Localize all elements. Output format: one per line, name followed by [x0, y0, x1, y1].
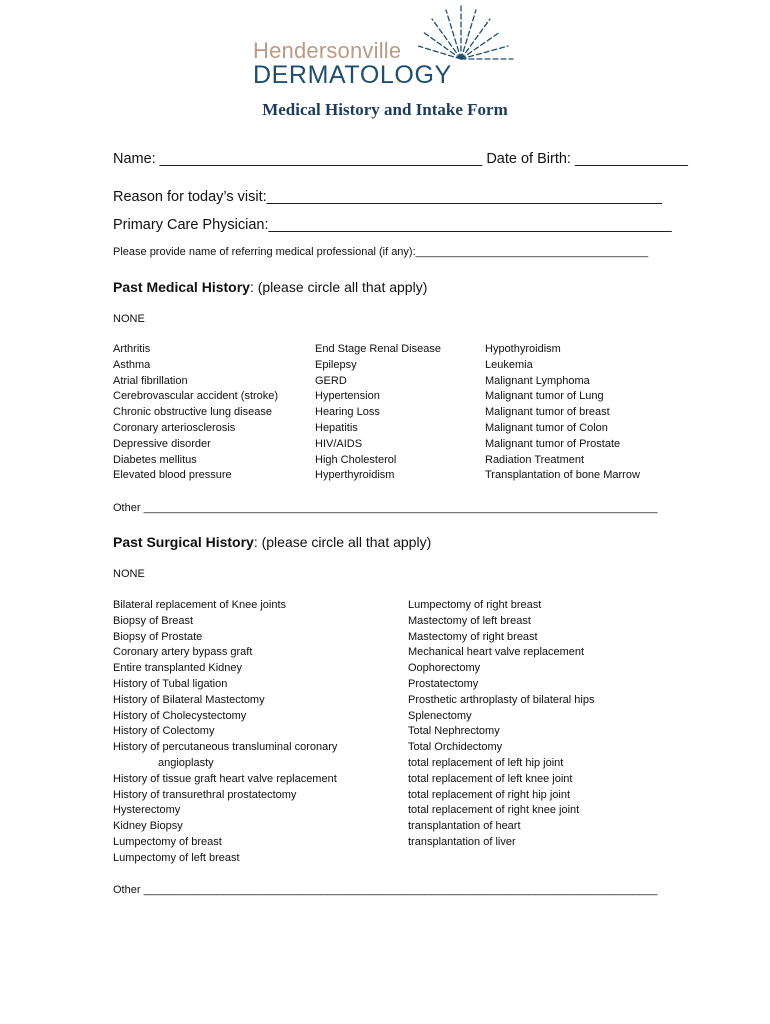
- surgical-item-continuation[interactable]: angioplasty: [158, 756, 214, 769]
- surgical-item[interactable]: total replacement of right hip joint: [408, 788, 571, 801]
- medical-item[interactable]: Hepatitis: [315, 421, 358, 434]
- medical-item[interactable]: Malignant tumor of Colon: [485, 421, 608, 434]
- medical-item[interactable]: Epilepsy: [315, 358, 357, 371]
- surgical-item[interactable]: Prostatectomy: [408, 677, 479, 690]
- surgical-item[interactable]: Mastectomy of right breast: [408, 630, 538, 643]
- surgical-item[interactable]: History of transurethral prostatectomy: [113, 788, 297, 801]
- surgical-other-field[interactable]: Other ____________________________________________________________________________________: [113, 884, 658, 896]
- medical-history-heading: [113, 279, 427, 295]
- surgical-col1: [113, 598, 337, 867]
- medical-none-option[interactable]: NONE: [113, 313, 145, 325]
- surgical-history-heading: [113, 534, 431, 550]
- surgical-item[interactable]: History of Bilateral Mastectomy: [113, 693, 265, 706]
- surgical-col2: [408, 598, 594, 851]
- surgical-item[interactable]: total replacement of left knee joint: [408, 772, 573, 785]
- medical-col1: [113, 342, 278, 484]
- medical-col2: [315, 342, 441, 484]
- logo-line2: DERMATOLOGY: [253, 61, 452, 89]
- medical-item[interactable]: Malignant Lymphoma: [485, 374, 590, 387]
- medical-item[interactable]: Leukemia: [485, 358, 533, 371]
- surgical-item[interactable]: Mechanical heart valve replacement: [408, 646, 585, 659]
- surgical-item[interactable]: History of Tubal ligation: [113, 677, 228, 690]
- surgical-item[interactable]: Biopsy of Prostate: [113, 630, 203, 643]
- referring-field[interactable]: Please provide name of referring medical professional (if any):______________________________________: [113, 246, 649, 258]
- logo-line1: Hendersonville: [253, 38, 402, 63]
- surgical-item[interactable]: Total Nephrectomy: [408, 725, 500, 738]
- surgical-heading-bold: Past Surgical History: [113, 534, 254, 550]
- medical-item[interactable]: Malignant tumor of breast: [485, 406, 610, 419]
- logo: [250, 4, 520, 88]
- medical-col3: [485, 342, 640, 484]
- medical-item[interactable]: GERD: [315, 374, 347, 387]
- surgical-item[interactable]: History of percutaneous transluminal coronary: [113, 741, 338, 754]
- surgical-item[interactable]: Lumpectomy of breast: [113, 835, 222, 848]
- medical-item[interactable]: Hearing Loss: [315, 406, 380, 419]
- surgical-item[interactable]: Entire transplanted Kidney: [113, 662, 243, 675]
- medical-item[interactable]: Arthritis: [113, 343, 151, 355]
- medical-heading-bold: Past Medical History: [113, 279, 250, 295]
- surgical-item[interactable]: Lumpectomy of left breast: [113, 851, 240, 864]
- surgical-item[interactable]: Hysterectomy: [113, 804, 181, 817]
- surgical-item[interactable]: Lumpectomy of right breast: [408, 599, 542, 611]
- medical-item[interactable]: Hyperthyroidism: [315, 469, 395, 482]
- medical-item[interactable]: Malignant tumor of Lung: [485, 390, 604, 403]
- surgical-item[interactable]: Splenectomy: [408, 709, 472, 722]
- surgical-item[interactable]: Total Orchidectomy: [408, 741, 503, 754]
- reason-field[interactable]: Reason for today’s visit:_________________________________________________: [113, 189, 662, 205]
- form-title: Medical History and Intake Form: [262, 100, 508, 119]
- surgical-item[interactable]: total replacement of left hip joint: [408, 756, 564, 769]
- medical-item[interactable]: Hypothyroidism: [485, 343, 561, 355]
- medical-item[interactable]: Cerebrovascular accident (stroke): [113, 390, 279, 403]
- medical-item[interactable]: High Cholesterol: [315, 453, 397, 466]
- medical-heading-rest: : (please circle all that apply): [249, 279, 428, 295]
- surgical-item[interactable]: History of Cholecystectomy: [113, 709, 247, 722]
- surgical-none-option[interactable]: NONE: [113, 568, 145, 580]
- surgical-item[interactable]: total replacement of right knee joint: [408, 804, 580, 817]
- medical-item[interactable]: Malignant tumor of Prostate: [485, 437, 621, 450]
- medical-item[interactable]: Hypertension: [315, 390, 380, 403]
- medical-item[interactable]: HIV/AIDS: [315, 437, 363, 450]
- sunburst-icon: [418, 4, 518, 66]
- medical-item[interactable]: End Stage Renal Disease: [315, 343, 441, 355]
- medical-item[interactable]: Depressive disorder: [113, 437, 211, 450]
- surgical-heading-rest: : (please circle all that apply): [253, 534, 432, 550]
- medical-item[interactable]: Diabetes mellitus: [113, 453, 197, 466]
- surgical-item[interactable]: History of tissue graft heart valve replacement: [113, 772, 337, 785]
- pcp-field[interactable]: Primary Care Physician:__________________________________________________: [113, 217, 672, 233]
- medical-item[interactable]: Elevated blood pressure: [113, 469, 232, 482]
- medical-item[interactable]: Coronary arteriosclerosis: [113, 421, 236, 434]
- surgical-item[interactable]: Mastectomy of left breast: [408, 614, 531, 627]
- medical-item[interactable]: Chronic obstructive lung disease: [113, 406, 272, 419]
- medical-item[interactable]: Atrial fibrillation: [113, 374, 188, 387]
- surgical-item[interactable]: Bilateral replacement of Knee joints: [113, 599, 287, 611]
- surgical-item[interactable]: Oophorectomy: [408, 662, 481, 675]
- surgical-item[interactable]: Prosthetic arthroplasty of bilateral hips: [408, 693, 595, 706]
- surgical-item[interactable]: transplantation of heart: [408, 820, 521, 833]
- medical-item[interactable]: Transplantation of bone Marrow: [485, 469, 640, 482]
- surgical-item[interactable]: Biopsy of Breast: [113, 614, 194, 627]
- name-dob-field[interactable]: Name: ________________________________________ Date of Birth: ______________: [113, 151, 688, 167]
- surgical-item[interactable]: Kidney Biopsy: [113, 820, 183, 833]
- surgical-item[interactable]: transplantation of liver: [408, 835, 516, 848]
- medical-other-field[interactable]: Other ____________________________________________________________________________________: [113, 502, 658, 514]
- medical-item[interactable]: Asthma: [113, 358, 151, 371]
- medical-item[interactable]: Radiation Treatment: [485, 453, 585, 466]
- surgical-item[interactable]: Coronary artery bypass graft: [113, 646, 253, 659]
- surgical-item[interactable]: History of Colectomy: [113, 725, 215, 738]
